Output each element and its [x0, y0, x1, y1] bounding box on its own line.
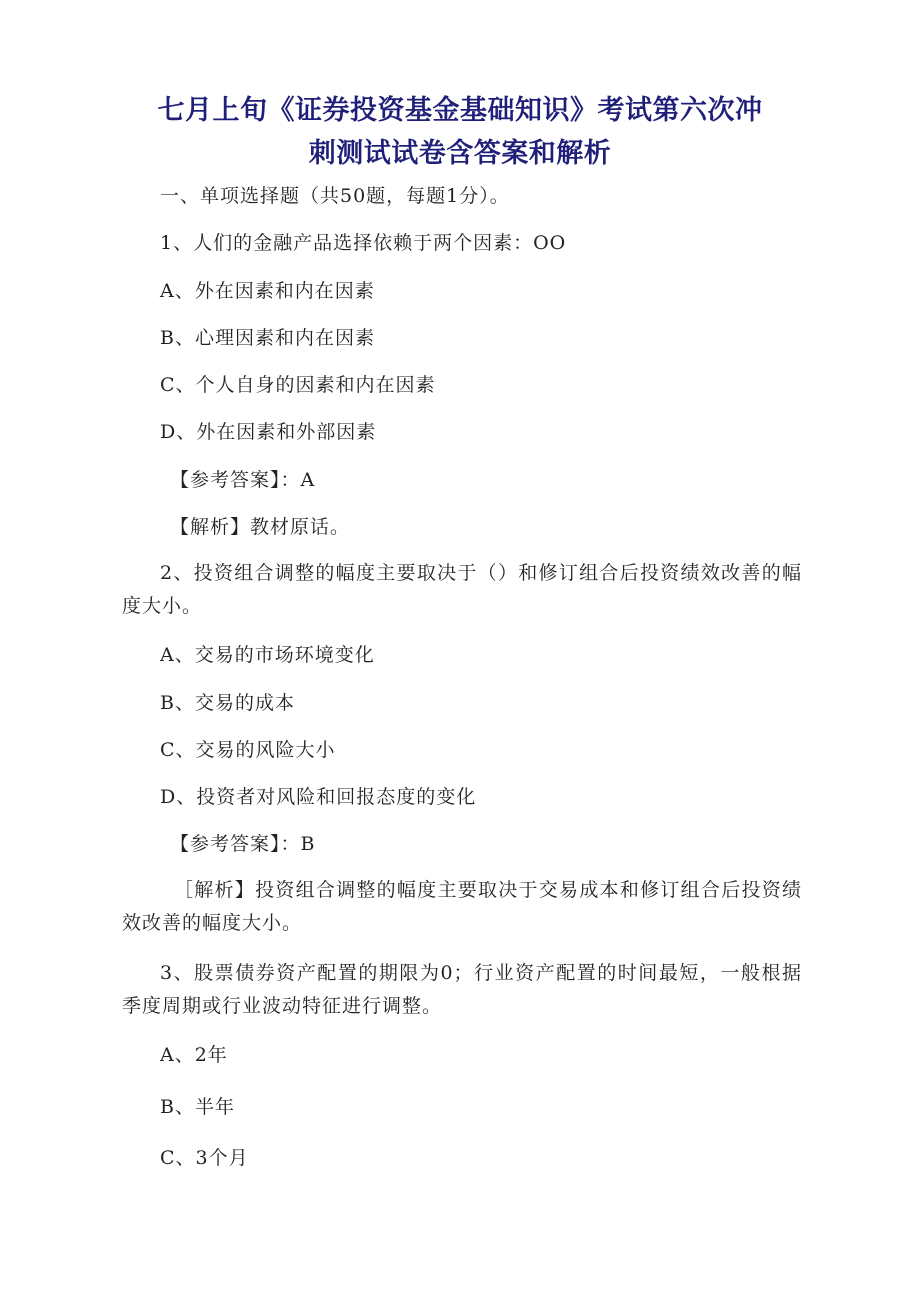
question-1-option-b: B、心理因素和内在因素: [160, 327, 375, 349]
question-3-option-c: C、3个月: [160, 1147, 249, 1169]
question-1-stem: 1、人们的金融产品选择依赖于两个因素：OO: [160, 232, 567, 254]
question-3-option-a: A、2年: [160, 1044, 228, 1066]
question-2-stem: 2、投资组合调整的幅度主要取决于（）和修订组合后投资绩效改善的幅度大小。: [122, 562, 802, 617]
question-2-option-b: B、交易的成本: [160, 692, 295, 714]
question-1-option-d: D、外在因素和外部因素: [160, 421, 377, 443]
question-1-answer: 【参考答案】：A: [170, 469, 316, 491]
question-2-option-d: D、投资者对风险和回报态度的变化: [160, 786, 477, 808]
question-3-stem: 3、股票债券资产配置的期限为0；行业资产配置的时间最短，一般根据季度周期或行业波动特征进行调整。: [122, 962, 802, 1017]
question-2-analysis: ［解析】投资组合调整的幅度主要取决于交易成本和修订组合后投资绩效改善的幅度大小。: [122, 879, 802, 934]
section-heading: 一、单项选择题（共50题，每题1分）。: [160, 185, 510, 207]
document-title-line-2: 刺测试试卷含答案和解析: [308, 138, 612, 169]
question-2-answer: 【参考答案】：B: [170, 833, 316, 855]
question-3-option-b: B、半年: [160, 1096, 235, 1118]
question-1-option-c: C、个人自身的因素和内在因素: [160, 374, 436, 396]
question-2-option-a: A、交易的市场环境变化: [160, 644, 375, 666]
document-title-line-1: 七月上旬《证券投资基金基础知识》考试第六次冲: [157, 95, 763, 126]
question-1-analysis: 【解析】教材原话。: [170, 516, 351, 538]
question-1-option-a: A、外在因素和内在因素: [160, 280, 375, 302]
question-2-option-c: C、交易的风险大小: [160, 739, 336, 761]
